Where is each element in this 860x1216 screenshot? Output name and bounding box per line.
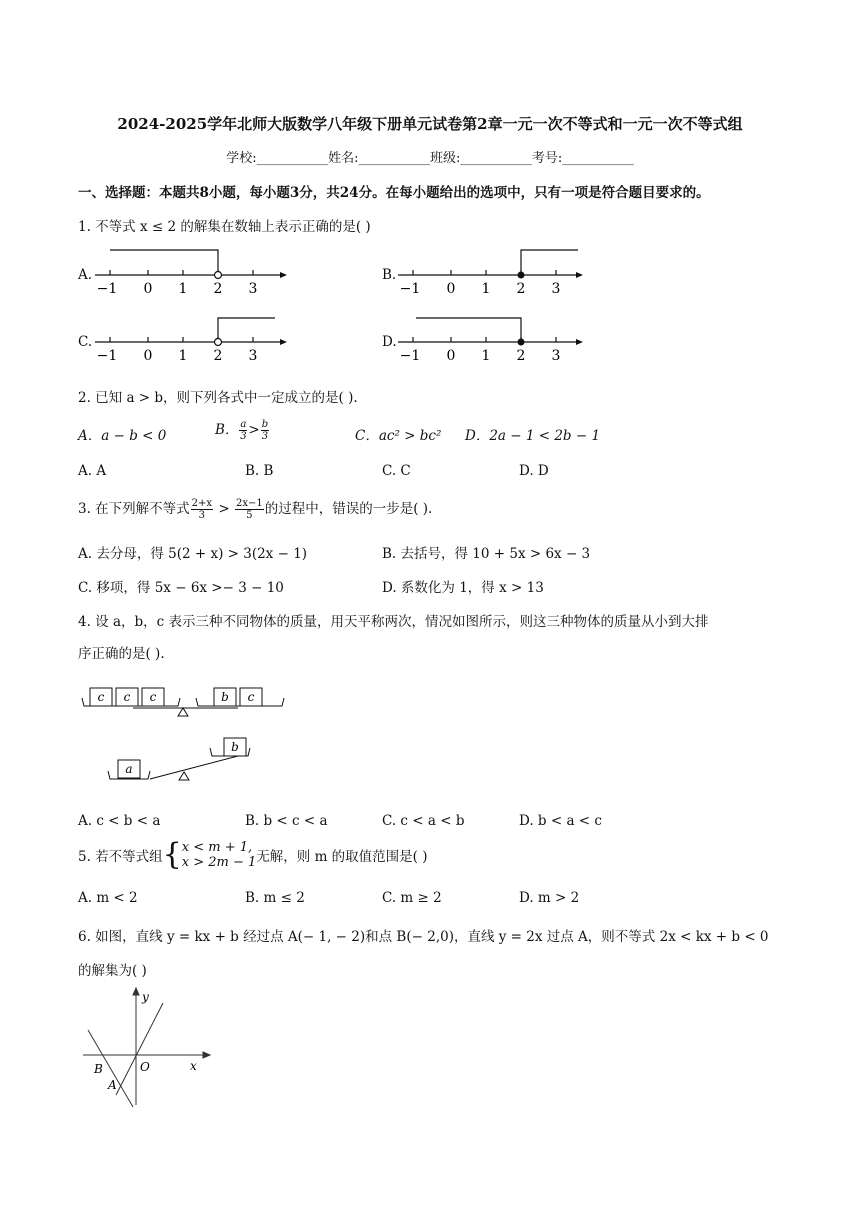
q3-opt-a: A. 去分母，得 5(2 + x) > 3(2x − 1): [78, 546, 308, 562]
section-heading: 一、选择题：本题共8小题，每小题3分，共24分。在每小题给出的选项中，只有一项是符合题目要求的。: [78, 185, 710, 201]
q4-stem-line2: 序正确的是( ).: [78, 646, 165, 662]
svg-text:1: 1: [481, 348, 491, 364]
q3-stem: 3. 在下列解不等式 $\frac{2+x}{3}$ > $\frac{2x-1}{5}$ 的过程中，错误的一步是( ).: [78, 498, 433, 521]
q4-opt-d: D. b < a < c: [519, 813, 602, 829]
numberline-c: [95, 312, 295, 362]
q5-opt-a: A. m < 2: [78, 890, 138, 906]
numberline-d: [398, 312, 598, 362]
svg-text:b: b: [231, 740, 239, 754]
svg-text:3: 3: [551, 281, 561, 297]
q1-label-d: D.: [382, 334, 397, 350]
q4-opt-a: A. c < b < a: [78, 813, 161, 829]
q2-stem: 2. 已知 a > b，则下列各式中一定成立的是( ).: [78, 390, 358, 406]
q6-stem-line1: 6. 如图，直线 y = kx + b 经过点 A(− 1, − 2)和点 B(− 2,0)，直线 y = 2x 过点 A，则不等式 2x < kx + b < 0: [78, 929, 769, 945]
student-info-line: 学校:___________姓名:___________班级:___________考号:___________: [226, 151, 634, 166]
balance-scale-figure: [78, 680, 293, 790]
numberline-a: [95, 245, 295, 295]
q2-answer-d: D. D: [519, 463, 549, 479]
svg-text:c: c: [97, 690, 105, 704]
svg-text:3: 3: [248, 348, 258, 364]
svg-text:1: 1: [178, 348, 188, 364]
q2-opt-d: D．2a − 1 < 2b − 1: [465, 428, 601, 444]
svg-text:1: 1: [481, 281, 491, 297]
q1-stem: 1. 不等式 x ≤ 2 的解集在数轴上表示正确的是( ): [78, 219, 371, 235]
q2-answer-a: A. A: [78, 463, 107, 479]
point-a-label: A: [108, 1078, 117, 1092]
q4-opt-c: C. c < a < b: [382, 813, 465, 829]
q5-opt-d: D. m > 2: [519, 890, 580, 906]
q4-opt-b: B. b < c < a: [245, 813, 328, 829]
svg-text:2: 2: [213, 348, 223, 364]
q1-label-b: B.: [382, 267, 397, 283]
q6-stem-line2: 的解集为( ): [78, 963, 147, 979]
tick-label: 2: [213, 281, 223, 297]
y-axis-label: y: [142, 990, 149, 1004]
q5-opt-b: B. m ≤ 2: [245, 890, 305, 906]
q1-label-a: A.: [78, 267, 93, 283]
q5-opt-c: C. m ≥ 2: [382, 890, 442, 906]
svg-text:a: a: [125, 762, 133, 776]
q5-stem: 5. 若不等式组{ x < m + 1, x > 2m − 1 无解，则 m 的取值范围是( ): [78, 837, 428, 872]
svg-text:2: 2: [516, 281, 526, 297]
x-axis-label: x: [190, 1059, 197, 1073]
svg-text:c: c: [123, 690, 131, 704]
svg-text:0: 0: [143, 348, 153, 364]
svg-text:0: 0: [446, 281, 456, 297]
svg-text:b: b: [221, 690, 229, 704]
q3-opt-d: D. 系数化为 1，得 x > 13: [382, 580, 544, 596]
origin-label: O: [140, 1060, 150, 1074]
q2-answer-b: B. B: [245, 463, 274, 479]
svg-text:2: 2: [516, 348, 526, 364]
coordinate-graph: [78, 985, 208, 1110]
svg-text:0: 0: [446, 348, 456, 364]
svg-text:−1: −1: [399, 281, 421, 297]
point-b-label: B: [94, 1062, 103, 1076]
q4-stem-line1: 4. 设 a，b，c 表示三种不同物体的质量，用天平称两次，情况如图所示，则这三种物体的质量从小到大排: [78, 614, 709, 630]
q2-opt-b: B． $\frac{a}{3}$ > $\frac{b}{3}$: [215, 419, 269, 442]
q1-label-c: C.: [78, 334, 93, 350]
tick-label: 3: [248, 281, 258, 297]
q3-opt-c: C. 移项，得 5x − 6x >− 3 − 10: [78, 580, 284, 596]
q2-answer-c: C. C: [382, 463, 411, 479]
numberline-b: [398, 245, 598, 295]
tick-label: −1: [96, 281, 118, 297]
q2-opt-c: C．ac² > bc²: [355, 428, 442, 444]
page-title: 2024-2025学年北师大版数学八年级下册单元试卷第2章一元一次不等式和一元一次不等式组: [117, 115, 743, 133]
tick-label: 1: [178, 281, 188, 297]
svg-text:−1: −1: [96, 348, 118, 364]
svg-text:3: 3: [551, 348, 561, 364]
tick-label: 0: [143, 281, 153, 297]
q3-opt-b: B. 去括号，得 10 + 5x > 6x − 3: [382, 546, 591, 562]
q2-opt-a: A．a − b < 0: [78, 428, 167, 444]
svg-text:c: c: [149, 690, 157, 704]
svg-text:−1: −1: [399, 348, 421, 364]
svg-text:c: c: [247, 690, 255, 704]
